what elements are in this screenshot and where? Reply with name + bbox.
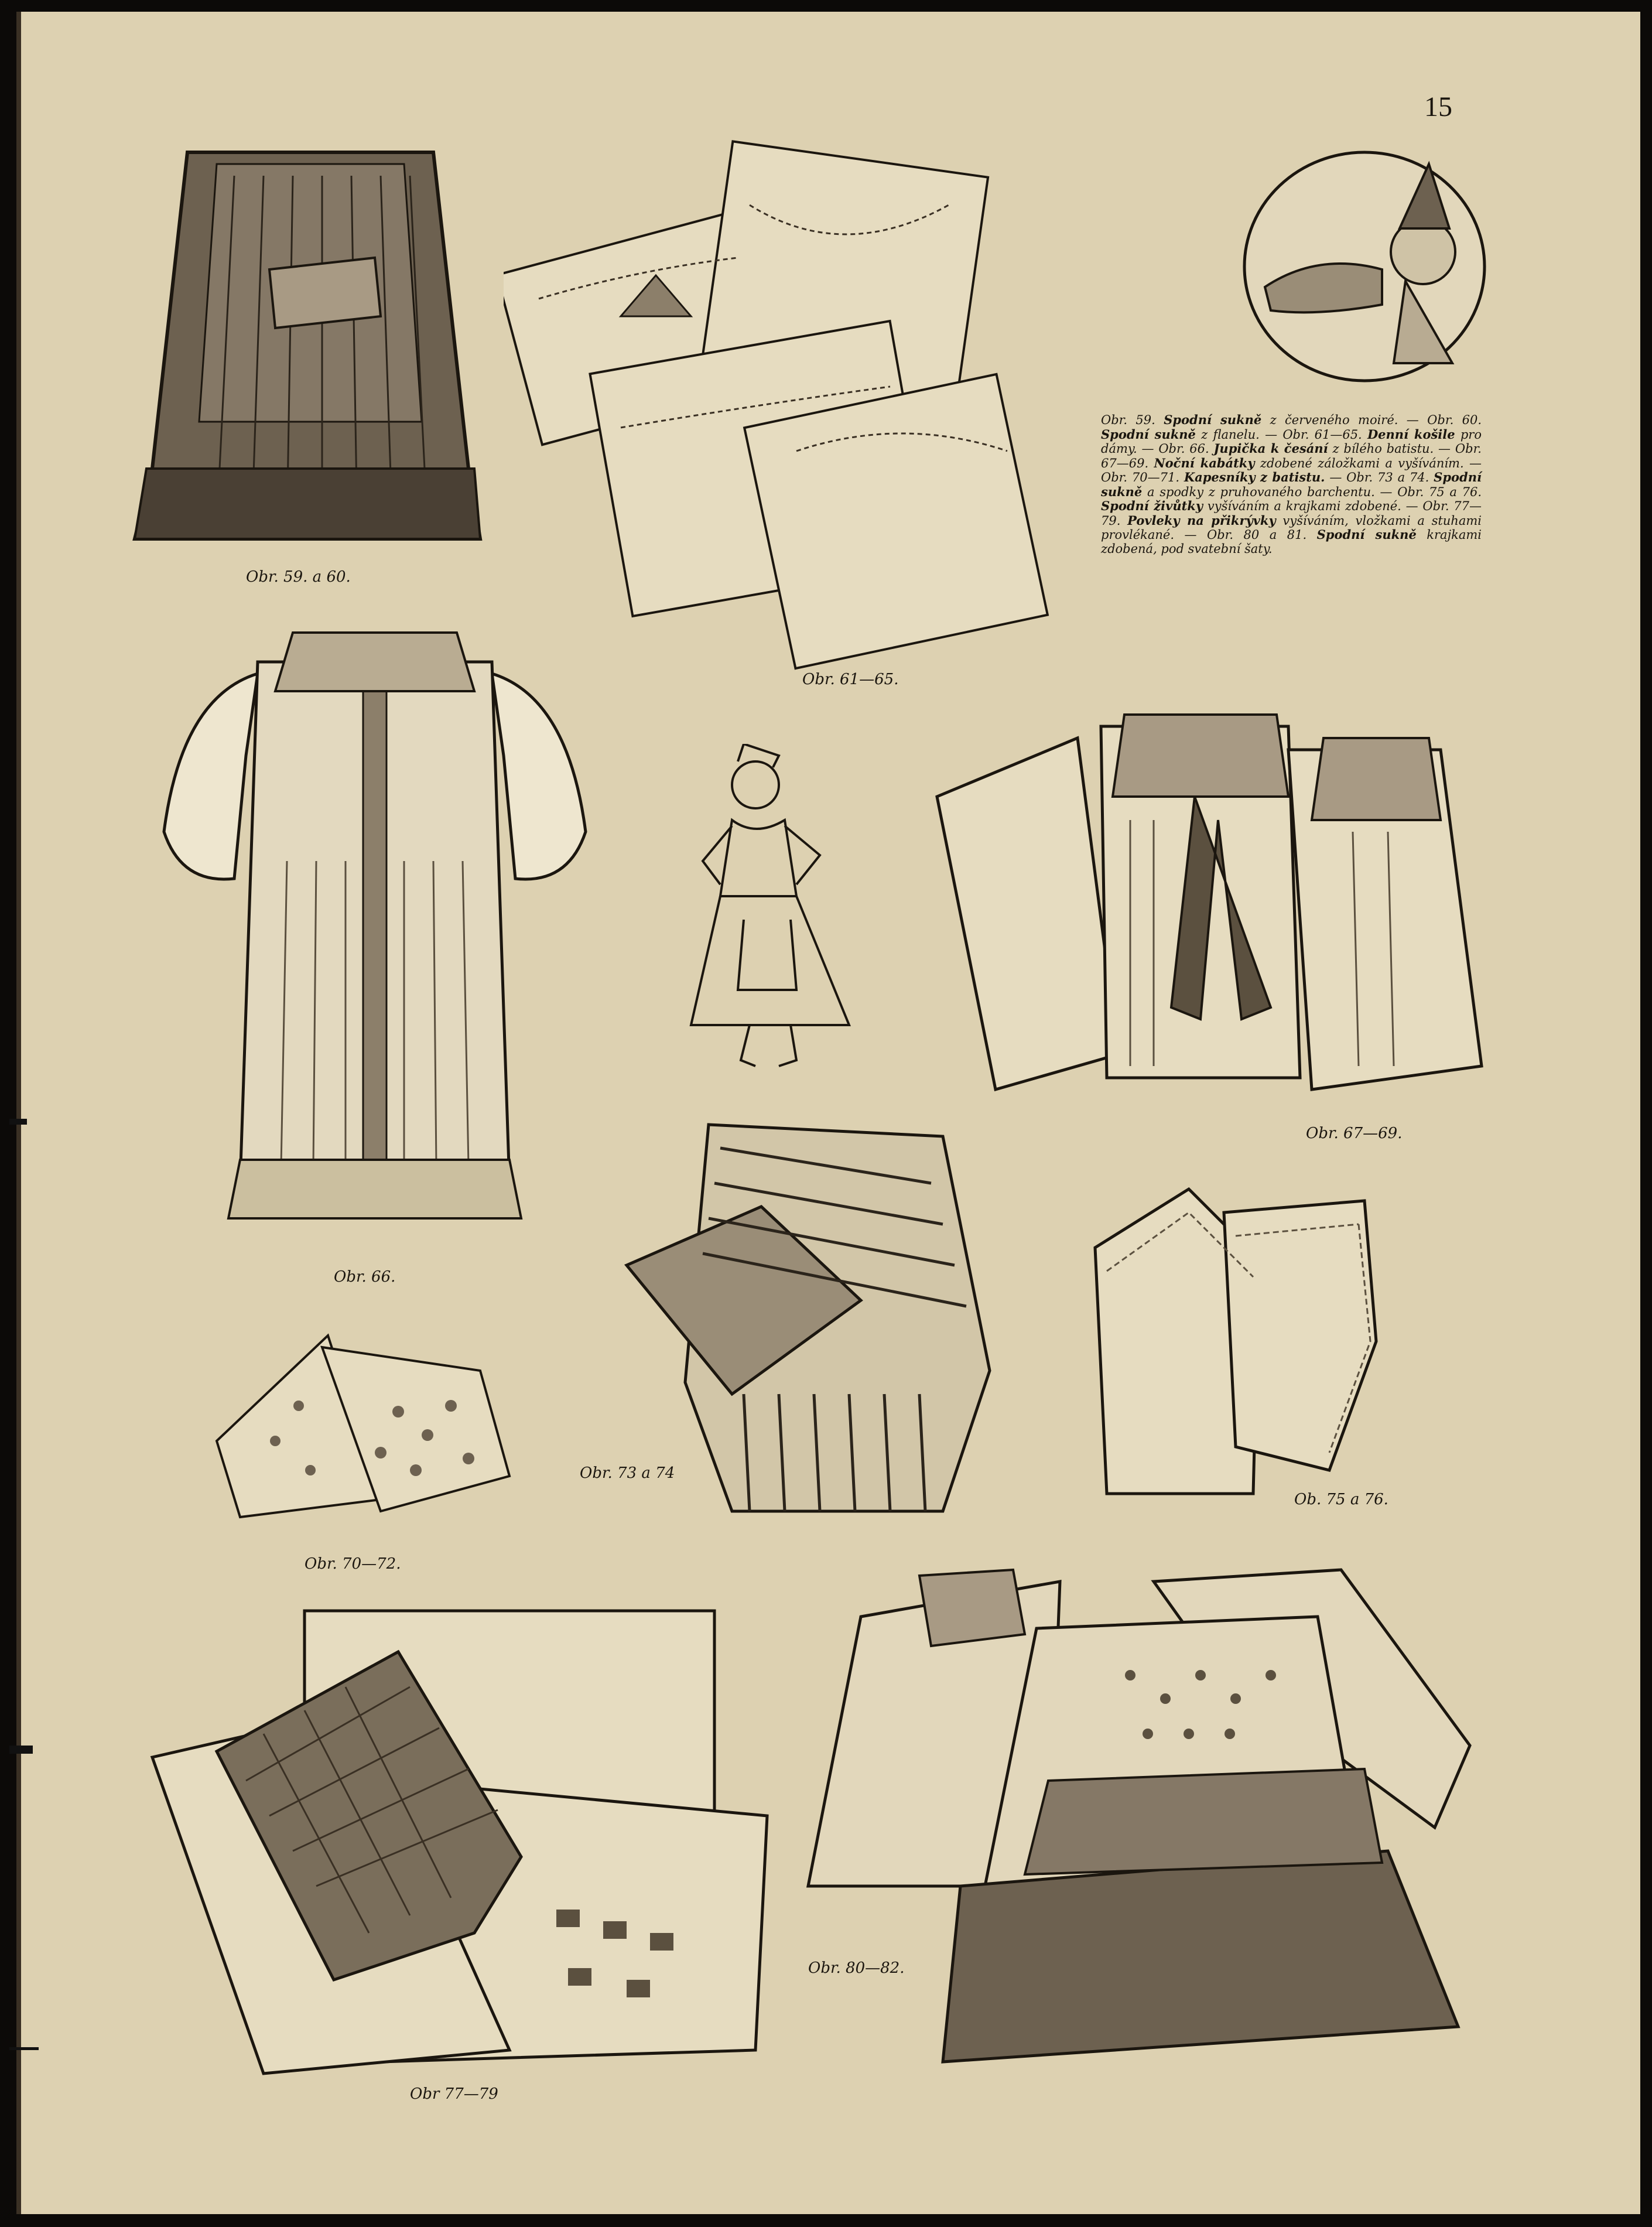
binding-mark (9, 1746, 33, 1754)
figure-legend (1101, 413, 1482, 556)
dressing-jacket-drawing (146, 609, 603, 1253)
legend-entry: Obr. 61—65. Denní košile pro dámy. — (1101, 426, 1482, 456)
gnome-vignette-drawing (1230, 141, 1499, 392)
striped-petticoat-illustration (615, 1113, 1013, 1523)
woman-figure-illustration (685, 744, 861, 1084)
chemises-drawing (504, 123, 1119, 685)
bodices-illustration (1083, 1177, 1388, 1505)
legend-entry: Obr. 77—79. Povleky na přikrývky vyšíváním, vložkami a stuhami provlékané. — (1101, 499, 1482, 542)
legend-entry: Obr. 80 a 81. Spodní sukně krajkami zdobená, pod svatební šaty. (1101, 527, 1482, 556)
figure-caption: Obr. 66. (334, 1268, 396, 1286)
figure-caption: Obr. 80—82. (808, 1959, 905, 1977)
page-number: 15 (1424, 91, 1452, 122)
legend-entry: Obr. 66. Jupička k česání z bílého batistu. — (1158, 441, 1455, 456)
figure-caption: Ob. 75 a 76. (1294, 1491, 1388, 1508)
figure-caption: Obr. 67—69. (1306, 1125, 1403, 1142)
handkerchiefs-illustration (205, 1324, 521, 1535)
legend-entry: Obr. 60. Spodní sukně z flanelu. — (1101, 413, 1482, 442)
chemises-illustration (504, 123, 1119, 685)
legend-entry: Obr. 67—69. Noční kabátky zdobené záložkami a vyšíváním. — (1101, 442, 1482, 470)
gnome-vignette-illustration (1230, 141, 1499, 392)
legend-entry: Obr. 70—71. Kapesníky z batistu. — (1101, 470, 1347, 485)
legend-entry: Obr. 73 a 74. Spodní sukně a spodky z pruhovaného barchentu. — (1101, 470, 1482, 499)
lace-petticoat-drawing (802, 1558, 1482, 2068)
handkerchiefs-drawing (205, 1324, 521, 1535)
figure-caption: Obr. 61—65. (802, 671, 899, 688)
binding-mark (9, 1119, 27, 1125)
figure-caption: Obr. 59. a 60. (246, 568, 351, 586)
dressing-jacket-illustration (146, 609, 603, 1253)
petticoat-illustration (129, 141, 492, 551)
legend-entry: Obr. 75 a 76. Spodní živůtky vyšíváním a krajkami zdobené. — (1101, 484, 1482, 514)
duvet-covers-illustration (146, 1605, 779, 2085)
duvet-covers-drawing (146, 1605, 779, 2085)
figure-caption: Obr. 73 a 74 (580, 1464, 675, 1482)
figure-caption: Obr. 70—72. (305, 1555, 401, 1573)
bodices-drawing (1083, 1177, 1388, 1505)
petticoat-drawing (129, 141, 492, 551)
binding-mark (9, 2047, 39, 2050)
legend-entry: Obr. 59. Spodní sukně z červeného moiré. — (1101, 412, 1428, 427)
figure-caption: Obr 77—79 (410, 2085, 498, 2103)
woman-figure-drawing (685, 744, 861, 1084)
striped-petticoat-drawing (615, 1113, 1013, 1523)
night-jackets-drawing (925, 703, 1493, 1125)
lace-petticoat-illustration (802, 1558, 1482, 2068)
night-jackets-illustration (925, 703, 1493, 1125)
